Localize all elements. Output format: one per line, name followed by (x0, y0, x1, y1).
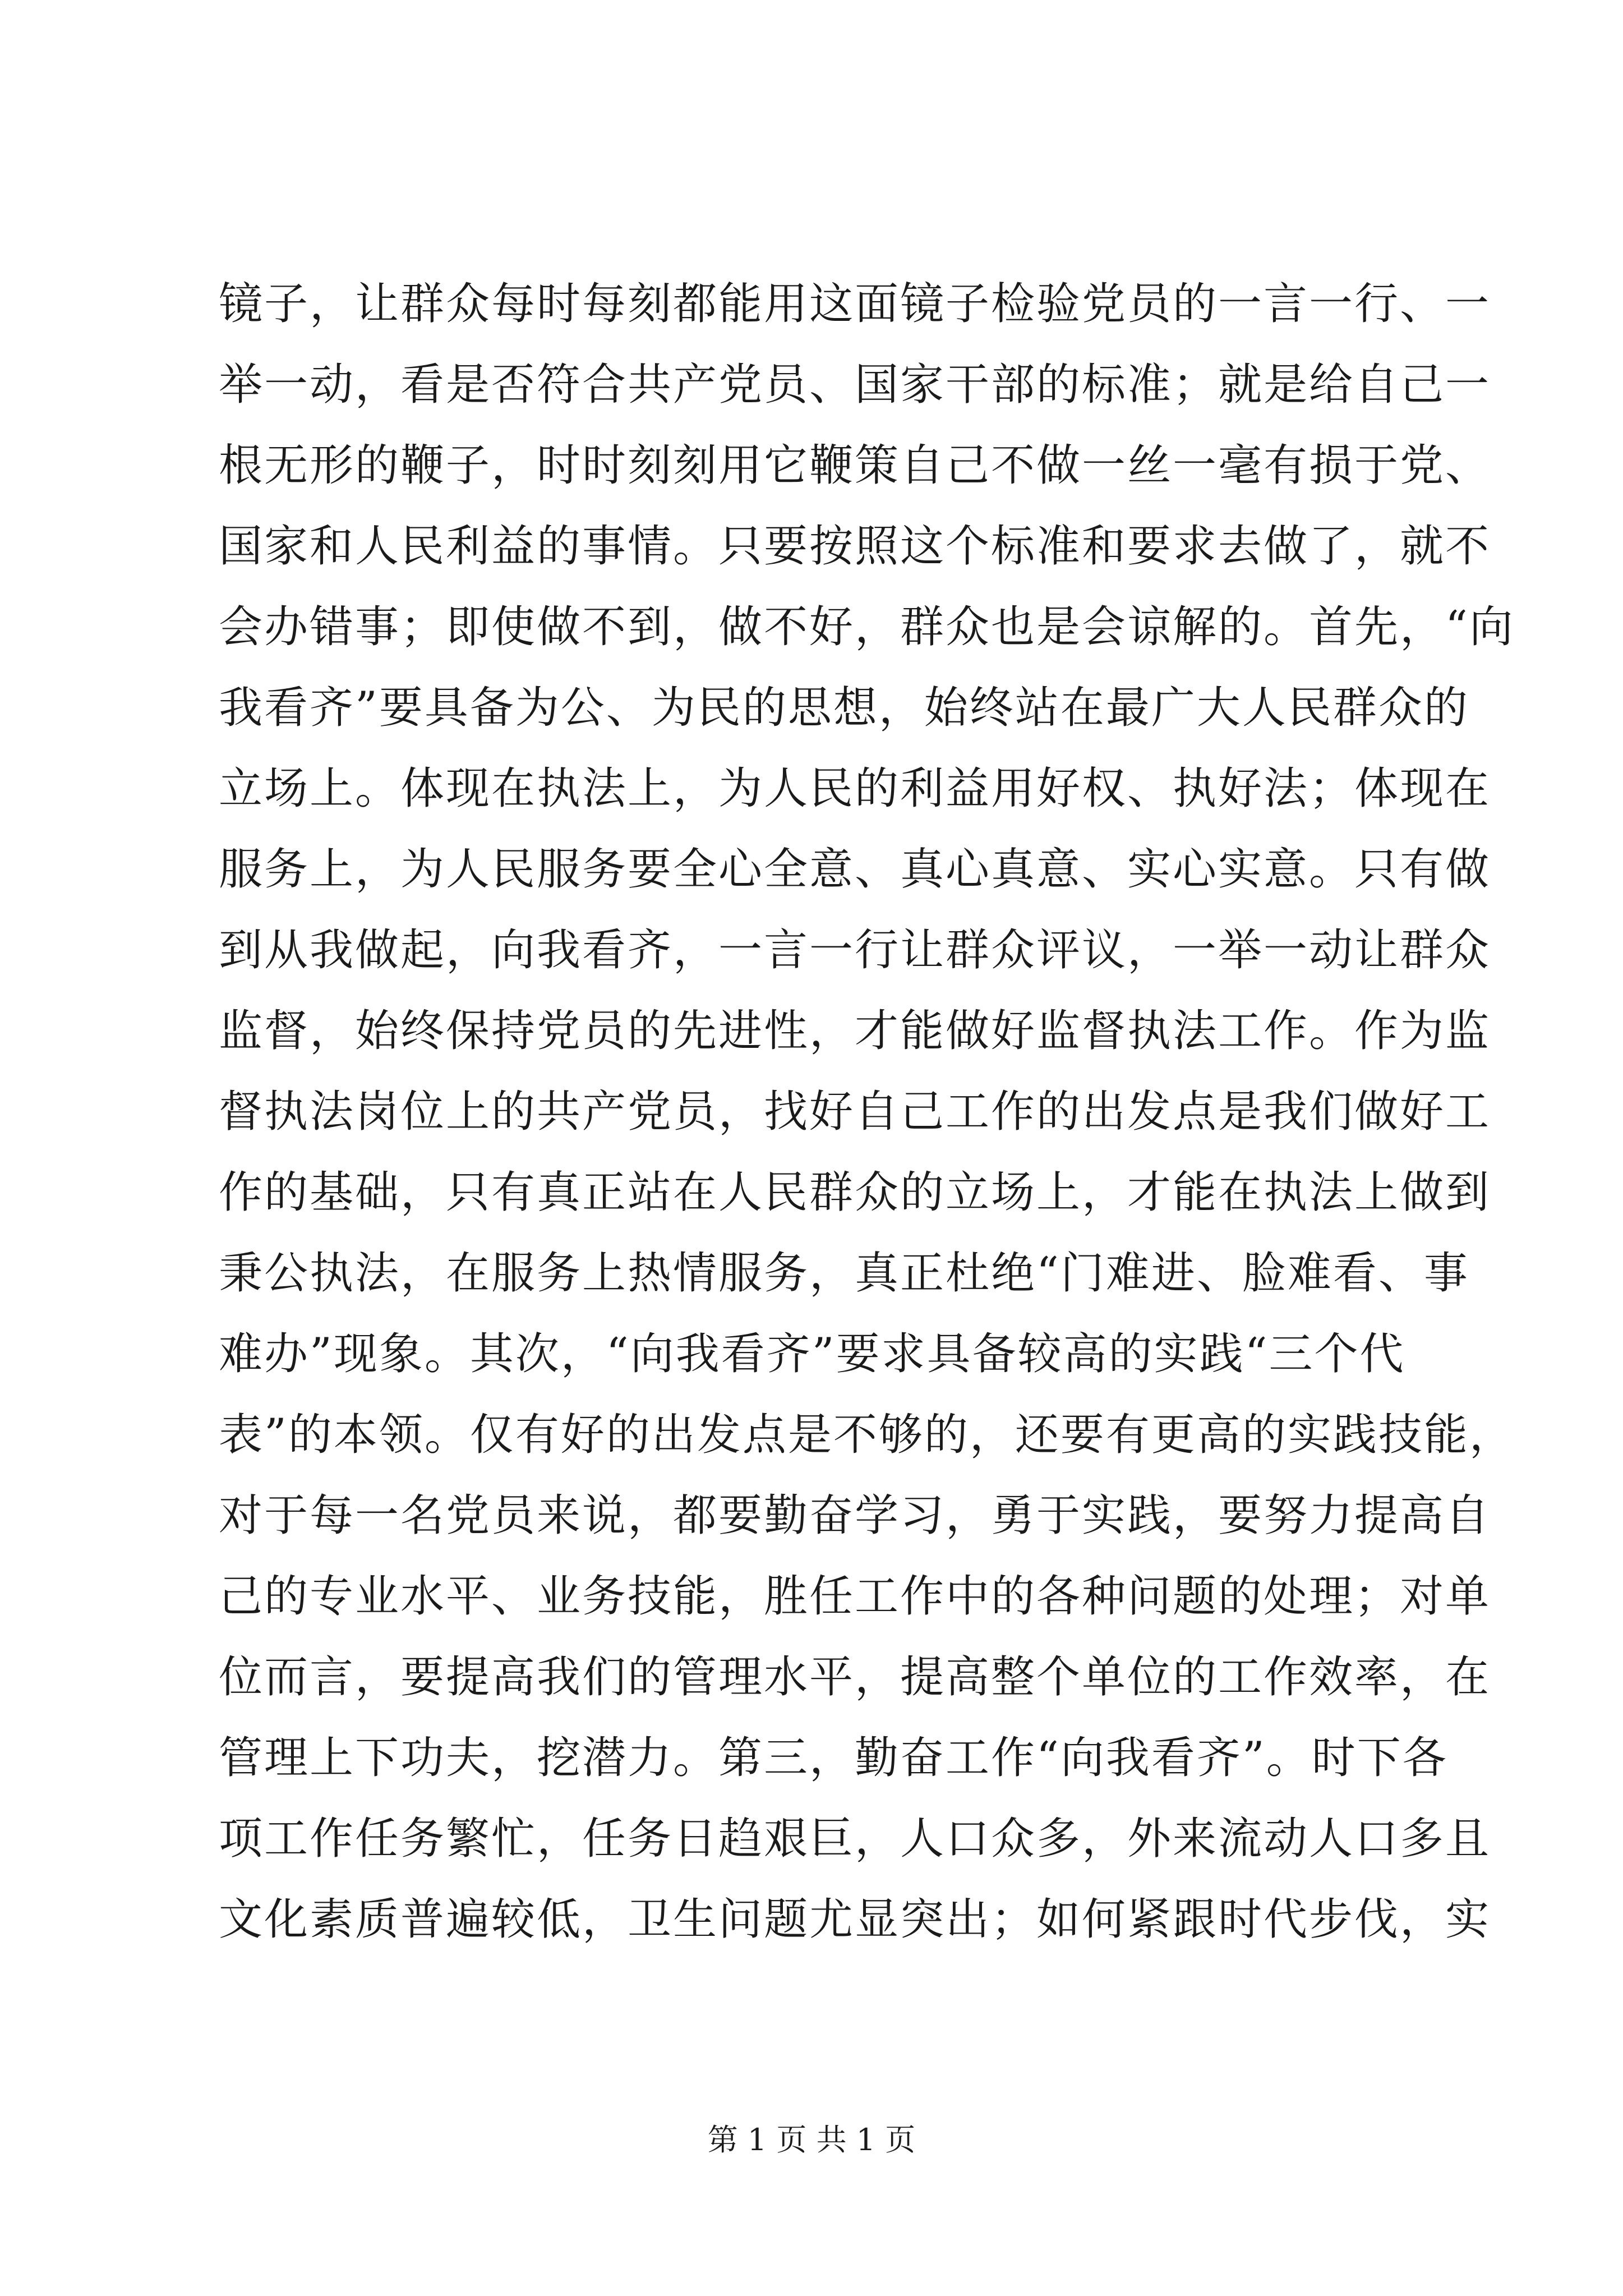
text-line: 镜子，让群众每时每刻都能用这面镜子检验党员的一言一行、一 (219, 279, 1491, 329)
text-line: 作的基础，只有真正站在人民群众的立场上，才能在执法上做到 (219, 1167, 1491, 1218)
text-line: 项工作任务繁忙，任务日趋艰巨，人口众多，外来流动人口多且 (219, 1814, 1491, 1864)
text-line: 位而言，要提高我们的管理水平，提高整个单位的工作效率，在 (219, 1652, 1491, 1703)
text-line: 到从我做起，向我看齐，一言一行让群众评议，一举一动让群众 (219, 925, 1491, 976)
body-text (219, 264, 1515, 1960)
text-line: 文化素质普遍较低，卫生问题尤显突出；如何紧跟时代步伐，实 (219, 1894, 1491, 1945)
text-line: 管理上下功夫，挖潜力。第三，勤奋工作“向我看齐”。时下各 (219, 1733, 1448, 1783)
text-line: 己的专业水平、业务技能，胜任工作中的各种问题的处理；对单 (219, 1571, 1491, 1622)
text-line: 秉公执法，在服务上热情服务，真正杜绝“门难进、脸难看、事 (219, 1248, 1469, 1299)
text-line: 举一动，看是否符合共产党员、国家干部的标准；就是给自己一 (219, 360, 1491, 410)
text-line: 难办”现象。其次，“向我看齐”要求具备较高的实践“三个代 (219, 1329, 1405, 1379)
text-line: 对于每一名党员来说，都要勤奋学习，勇于实践，要努力提高自 (219, 1490, 1491, 1541)
text-line: 监督，始终保持党员的先进性，才能做好监督执法工作。作为监 (219, 1006, 1491, 1056)
text-line: 服务上，为人民服务要全心全意、真心真意、实心实意。只有做 (219, 844, 1491, 895)
text-line: 我看齐”要具备为公、为民的思想，始终站在最广大人民群众的 (219, 683, 1469, 733)
text-line: 根无形的鞭子，时时刻刻用它鞭策自己不做一丝一毫有损于党、 (219, 440, 1491, 491)
page-number-footer: 第 1 页 共 1 页 (707, 2122, 916, 2157)
text-line: 立场上。体现在执法上，为人民的利益用好权、执好法；体现在 (219, 763, 1491, 814)
text-line: 国家和人民利益的事情。只要按照这个标准和要求去做了，就不 (219, 521, 1491, 572)
text-line: 会办错事；即使做不到，做不好，群众也是会谅解的。首先，“向 (219, 602, 1515, 652)
text-line: 督执法岗位上的共产党员，找好自己工作的出发点是我们做好工 (219, 1087, 1491, 1137)
text-line: 表”的本领。仅有好的出发点是不够的，还要有更高的实践技能， (219, 1410, 1515, 1460)
